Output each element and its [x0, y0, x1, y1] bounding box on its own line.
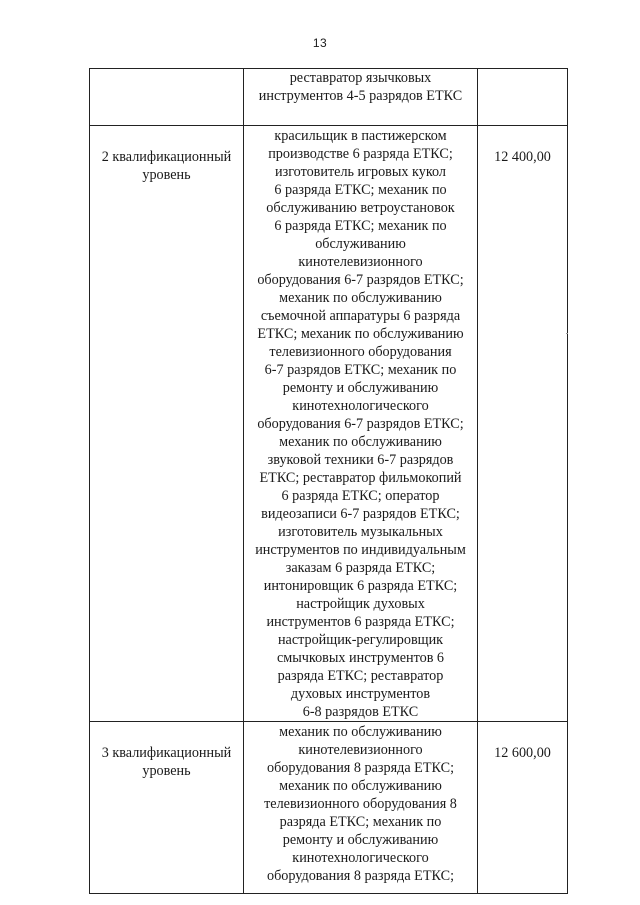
profession-line: смычковых инструментов 6 — [276, 650, 445, 666]
qualification-level-line: уровень — [142, 763, 191, 779]
profession-line: съемочной аппаратуры 6 разряда — [260, 308, 461, 324]
professions-cell — [244, 126, 478, 722]
profession-line: обслуживанию — [315, 236, 406, 252]
profession-line: красильщик в пастижерском — [274, 128, 447, 144]
profession-line: разряда ЕТКС; реставратор — [277, 668, 444, 684]
qualification-level-line: уровень — [142, 167, 191, 183]
profession-line: духовых инструментов — [290, 686, 431, 702]
page-number: 13 — [312, 36, 328, 50]
profession-line: механик по обслуживанию — [279, 724, 442, 740]
profession-line: механик по обслуживанию — [279, 434, 442, 450]
table-row — [90, 722, 568, 894]
qualification-level-cell — [90, 69, 244, 126]
profession-line: механик по обслуживанию — [279, 290, 442, 306]
profession-line: 6-7 разрядов ЕТКС; механик по — [264, 362, 457, 378]
qualification-level-cell — [90, 722, 244, 894]
profession-line: телевизионного оборудования — [269, 344, 452, 360]
salary-amount-cell — [478, 722, 568, 894]
profession-line: ЕТКС; механик по обслуживанию — [257, 326, 464, 342]
profession-line: заказам 6 разряда ЕТКС; — [285, 560, 436, 576]
qualification-level-cell — [90, 126, 244, 722]
profession-line: 6 разряда ЕТКС; оператор — [281, 488, 440, 504]
profession-line: ЕТКС; реставратор фильмокопий — [259, 470, 462, 486]
profession-line: интонировщик 6 разряда ЕТКС; — [263, 578, 458, 594]
profession-line: ремонту и обслуживанию — [282, 832, 439, 848]
profession-line: звуковой техники 6-7 разрядов — [267, 452, 454, 468]
qualification-level-line: 3 квалификационный — [101, 745, 232, 761]
profession-line: 6 разряда ЕТКС; механик по — [274, 218, 447, 234]
profession-line: изготовитель игровых кукол — [275, 164, 446, 180]
profession-line: изготовитель музыкальных — [278, 524, 443, 540]
profession-line: телевизионного оборудования 8 — [264, 796, 457, 812]
profession-line: реставратор язычковых — [289, 70, 432, 86]
salary-amount-cell — [478, 126, 568, 722]
profession-line: кинотехнологического — [292, 398, 429, 414]
qualification-level-line: 2 квалификационный — [101, 149, 232, 165]
profession-line: кинотелевизионного — [298, 254, 423, 270]
profession-line: настройщик-регулировщик — [277, 632, 444, 648]
profession-line: разряда ЕТКС; механик по — [279, 814, 442, 830]
profession-line: 6-8 разрядов ЕТКС — [302, 704, 419, 720]
professions-cell — [244, 69, 478, 126]
salary-amount: 12 400,00 — [494, 149, 551, 165]
profession-line: механик по обслуживанию — [279, 778, 442, 794]
profession-line: инструментов по индивидуальным — [255, 542, 466, 558]
profession-line: настройщик духовых — [296, 596, 425, 612]
profession-line: оборудования 6-7 разрядов ЕТКС; — [257, 416, 464, 432]
profession-line: оборудования 8 разряда ЕТКС; — [266, 868, 455, 884]
scan-speck — [566, 333, 568, 334]
profession-line: оборудования 6-7 разрядов ЕТКС; — [257, 272, 464, 288]
table-row — [90, 69, 568, 126]
salary-amount-cell — [478, 69, 568, 126]
professions-cell — [244, 722, 478, 894]
table-row — [90, 126, 568, 722]
salary-table — [89, 68, 568, 894]
profession-line: видеозаписи 6-7 разрядов ЕТКС; — [261, 506, 460, 522]
salary-amount: 12 600,00 — [494, 745, 551, 761]
profession-line: ремонту и обслуживанию — [282, 380, 439, 396]
profession-line: кинотелевизионного — [298, 742, 423, 758]
profession-line: кинотехнологического — [292, 850, 429, 866]
profession-line: инструментов 4-5 разрядов ЕТКС — [258, 88, 463, 104]
profession-line: обслуживанию ветроустановок — [266, 200, 455, 216]
profession-line: инструментов 6 разряда ЕТКС; — [266, 614, 455, 630]
profession-line: 6 разряда ЕТКС; механик по — [274, 182, 447, 198]
profession-line: оборудования 8 разряда ЕТКС; — [266, 760, 455, 776]
profession-line: производстве 6 разряда ЕТКС; — [268, 146, 453, 162]
